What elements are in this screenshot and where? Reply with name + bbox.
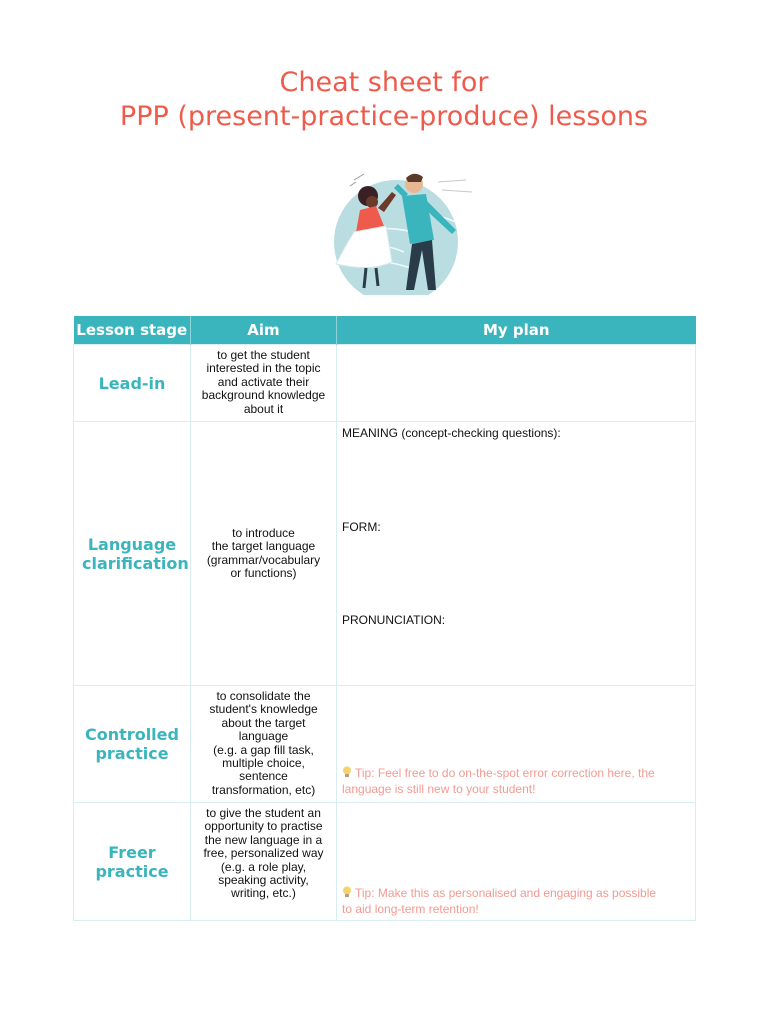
aim-line: and activate their bbox=[217, 374, 310, 389]
stage-cell bbox=[74, 803, 191, 921]
aim-line: interested in the topic bbox=[206, 361, 321, 376]
table-row-freer-practice bbox=[74, 803, 696, 921]
aim-line: the target language bbox=[211, 539, 316, 554]
aim-line: (grammar/vocabulary bbox=[206, 552, 321, 567]
form-label: FORM: bbox=[342, 520, 381, 534]
aim-line: to give the student an bbox=[206, 806, 321, 820]
table-row-lead-in bbox=[74, 345, 696, 422]
aim-line: (e.g. a gap fill task, bbox=[213, 742, 314, 757]
aim-line: student's knowledge bbox=[209, 702, 318, 717]
aim-line: language bbox=[238, 729, 289, 744]
lightbulb-icon bbox=[342, 886, 352, 898]
header-aim: Aim bbox=[191, 316, 337, 345]
header-my-plan: My plan bbox=[337, 316, 696, 345]
high-five-illustration bbox=[326, 170, 476, 295]
table-header-row bbox=[74, 316, 696, 345]
aim-line: the new language in a bbox=[204, 832, 323, 847]
aim-line: writing, etc.) bbox=[231, 886, 296, 901]
aim-line: about it bbox=[243, 401, 284, 416]
aim-line: opportunity to practise bbox=[204, 819, 323, 834]
tip-text bbox=[342, 885, 685, 917]
aim-line: to introduce bbox=[232, 525, 295, 540]
aim-cell bbox=[191, 803, 337, 921]
title-line-1: Cheat sheet for bbox=[279, 67, 489, 98]
tip-line: to aid long-term retention! bbox=[342, 902, 479, 916]
aim-cell bbox=[191, 345, 337, 422]
aim-line: multiple choice, bbox=[222, 756, 305, 771]
aim-cell bbox=[191, 422, 337, 686]
aim-line: free, personalized way bbox=[203, 846, 324, 861]
tip-line: Tip: Feel free to do on-the-spot error correction here, the bbox=[355, 766, 655, 780]
plan-cell[interactable] bbox=[337, 803, 696, 921]
stage-cell bbox=[74, 686, 191, 803]
stage-cell bbox=[74, 345, 191, 422]
header-lesson-stage: Lesson stage bbox=[74, 316, 191, 345]
table-row-language-clarification bbox=[74, 422, 696, 686]
title-line-2: PPP (present-practice-produce) lessons bbox=[119, 101, 649, 132]
plan-cell[interactable] bbox=[337, 686, 696, 803]
stage-label: Freer practice bbox=[95, 842, 169, 881]
table-row-controlled-practice bbox=[74, 686, 696, 803]
stage-label: Controlled practice bbox=[85, 725, 179, 763]
aim-line: background knowledge bbox=[201, 388, 326, 403]
aim-line: to get the student bbox=[217, 348, 310, 362]
aim-cell bbox=[191, 686, 337, 803]
meaning-label: MEANING (concept-checking questions): bbox=[342, 426, 561, 440]
aim-line: or functions) bbox=[230, 565, 297, 580]
aim-line: to consolidate the bbox=[216, 689, 311, 703]
aim-line: transformation, etc) bbox=[211, 782, 316, 797]
plan-cell[interactable] bbox=[337, 422, 696, 686]
tip-text bbox=[342, 765, 685, 797]
stage-label: Lead-in bbox=[98, 373, 166, 393]
aim-line: sentence bbox=[239, 769, 288, 784]
aim-line: speaking activity, bbox=[218, 873, 309, 888]
pronunciation-label: PRONUNCIATION: bbox=[342, 613, 446, 627]
stage-cell bbox=[74, 422, 191, 686]
stage-label: Language clarification bbox=[82, 534, 189, 573]
plan-cell[interactable] bbox=[337, 345, 696, 422]
tip-line: Tip: Make this as personalised and engaging as possible bbox=[355, 886, 657, 900]
aim-line: (e.g. a role play, bbox=[220, 859, 307, 874]
tip-line: language is still new to your student! bbox=[342, 782, 536, 796]
aim-line: about the target bbox=[221, 715, 306, 730]
lightbulb-icon bbox=[342, 766, 352, 778]
ppp-table bbox=[73, 316, 696, 921]
page-title bbox=[0, 66, 768, 134]
